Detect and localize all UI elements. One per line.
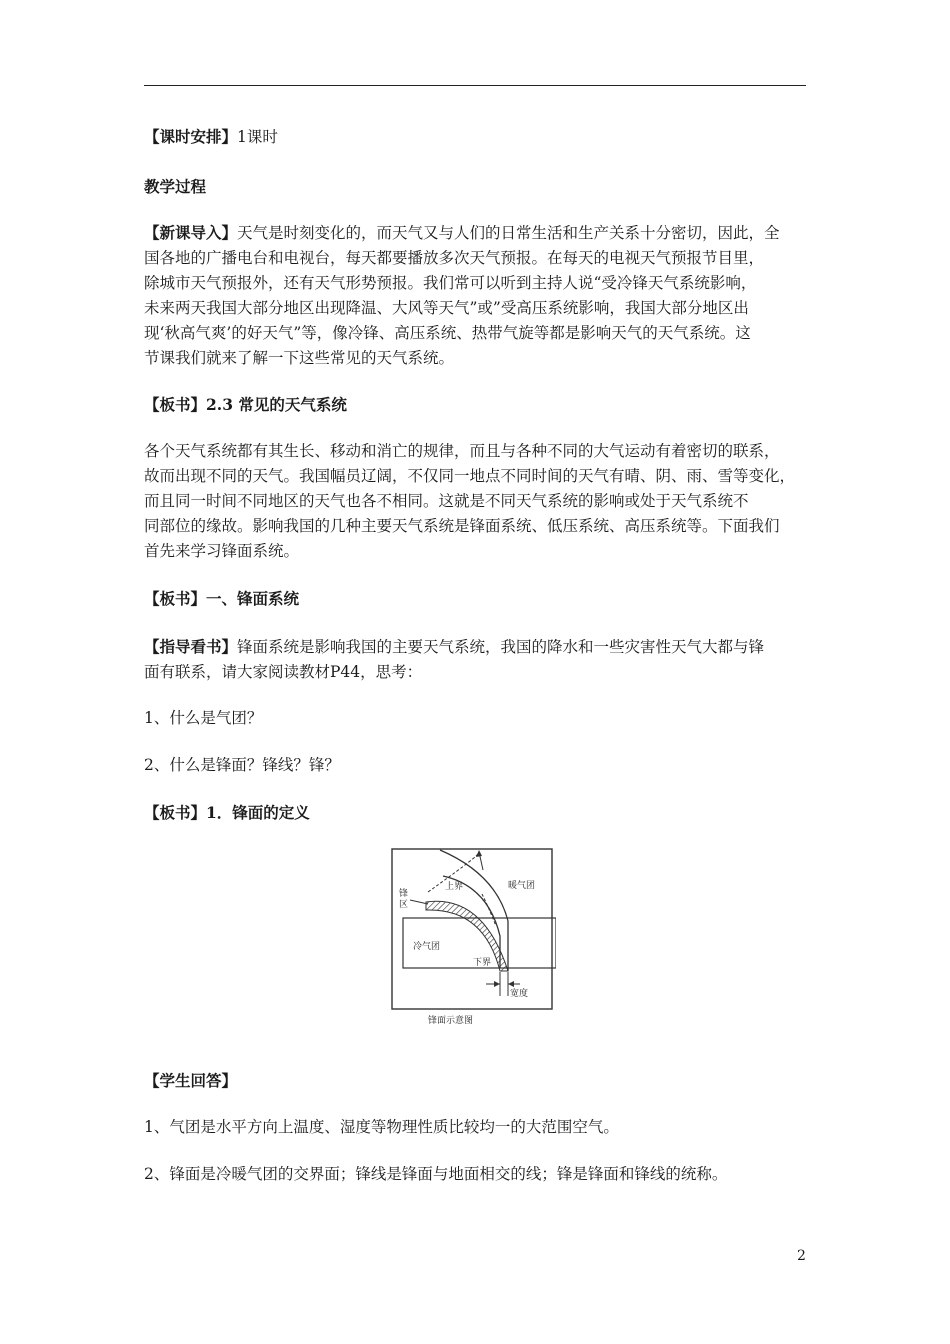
answer-heading [144, 1068, 814, 1094]
label-lower: 下界 [473, 958, 492, 968]
intro-line: 现‘秋高气爽’的好天气”等，像冷锋、高压系统、热带气旋等都是影响天气的天气系统。这 [144, 324, 751, 342]
board-text: 一、锋面系统 [206, 589, 300, 608]
header-rule [144, 85, 806, 86]
intro-line: 除城市天气预报外，还有天气形势预报。我们常可以听到主持人说“受冷锋天气系统影响， [144, 274, 757, 292]
front-diagram-svg [388, 846, 556, 1026]
label-front-1: 锋 [399, 889, 409, 899]
intro-line: 天气是时刻变化的，而天气又与人们的日常生活和生产关系十分密切，因此，全 [237, 224, 780, 242]
board-text: 1．锋面的定义 [206, 803, 310, 822]
para-line: 故而出现不同的天气。我国幅员辽阔，不仅同一地点不同时间的天气有晴、阴、雨、雪等变化， [144, 467, 796, 485]
intro-line: 节课我们就来了解一下这些常见的天气系统。 [144, 349, 455, 367]
width-arrowhead-right [508, 981, 514, 987]
board-heading-1 [144, 392, 814, 418]
label-cold: 冷气团 [413, 942, 441, 952]
answer-2: 2、锋面是冷暖气团的交界面；锋线是锋面与地面相交的线；锋是锋面和锋线的统称。 [144, 1165, 728, 1183]
front-zone [426, 901, 508, 971]
process-title: 教学过程 [144, 177, 207, 196]
answer-tag: 【学生回答】 [144, 1071, 238, 1090]
board-text: 2.3 常见的天气系统 [206, 395, 347, 414]
systems-paragraph [144, 439, 814, 564]
para-line: 首先来学习锋面系统。 [144, 542, 300, 560]
page-number: 2 [797, 1248, 806, 1264]
question-2: 2、什么是锋面？锋线？锋？ [144, 756, 340, 774]
answer-1: 1、气团是水平方向上温度、湿度等物理性质比较均一的大范围空气。 [144, 1118, 619, 1136]
guide-tag: 【指导看书】 [144, 637, 238, 656]
inner-dashed [482, 894, 496, 926]
width-arrowhead-left [494, 981, 500, 987]
para-line: 而且同一时间不同地区的天气也各不相同。这就是不同天气系统的影响或处于天气系统不 [144, 492, 749, 510]
para-line: 同部位的缘故。影响我国的几种主要天气系统是锋面系统、低压系统、高压系统等。下面我们 [144, 517, 780, 535]
label-front-2: 区 [399, 900, 409, 910]
board-tag: 【板书】 [144, 395, 207, 414]
guide-line: 锋面系统是影响我国的主要天气系统，我国的降水和一些灾害性天气大都与锋 [237, 638, 765, 656]
label-warm: 暖气团 [508, 881, 536, 891]
question-1: 1、什么是气团？ [144, 709, 263, 727]
board-heading-2 [144, 586, 814, 612]
front-diagram [388, 846, 556, 1026]
guide-paragraph [144, 634, 814, 685]
intro-paragraph [144, 220, 814, 371]
guide-line: 面有联系，请大家阅读教材P44，思考： [144, 663, 423, 681]
board-tag: 【板书】 [144, 589, 207, 608]
front-pointer [410, 900, 428, 904]
schedule-line [144, 124, 814, 150]
label-width: 宽度 [510, 989, 529, 999]
diagram-frame [392, 849, 552, 1009]
schedule-text: 1课时 [237, 128, 278, 146]
board-tag: 【板书】 [144, 803, 207, 822]
label-upper: 上界 [445, 882, 464, 892]
schedule-tag: 【课时安排】 [144, 127, 238, 146]
flow-arrowhead [476, 850, 482, 857]
intro-tag: 【新课导入】 [144, 223, 238, 242]
intro-line: 国各地的广播电台和电视台，每天都要播放多次天气预报。在每天的电视天气预报节目里， [144, 249, 765, 267]
intro-line: 未来两天我国大部分地区出现降温、大风等天气”或”受高压系统影响，我国大部分地区出 [144, 299, 749, 317]
board-heading-3 [144, 800, 814, 826]
figure-caption: 锋面示意图 [428, 1016, 474, 1026]
para-line: 各个天气系统都有其生长、移动和消亡的规律，而且与各种不同的大气运动有着密切的联系， [144, 442, 780, 460]
